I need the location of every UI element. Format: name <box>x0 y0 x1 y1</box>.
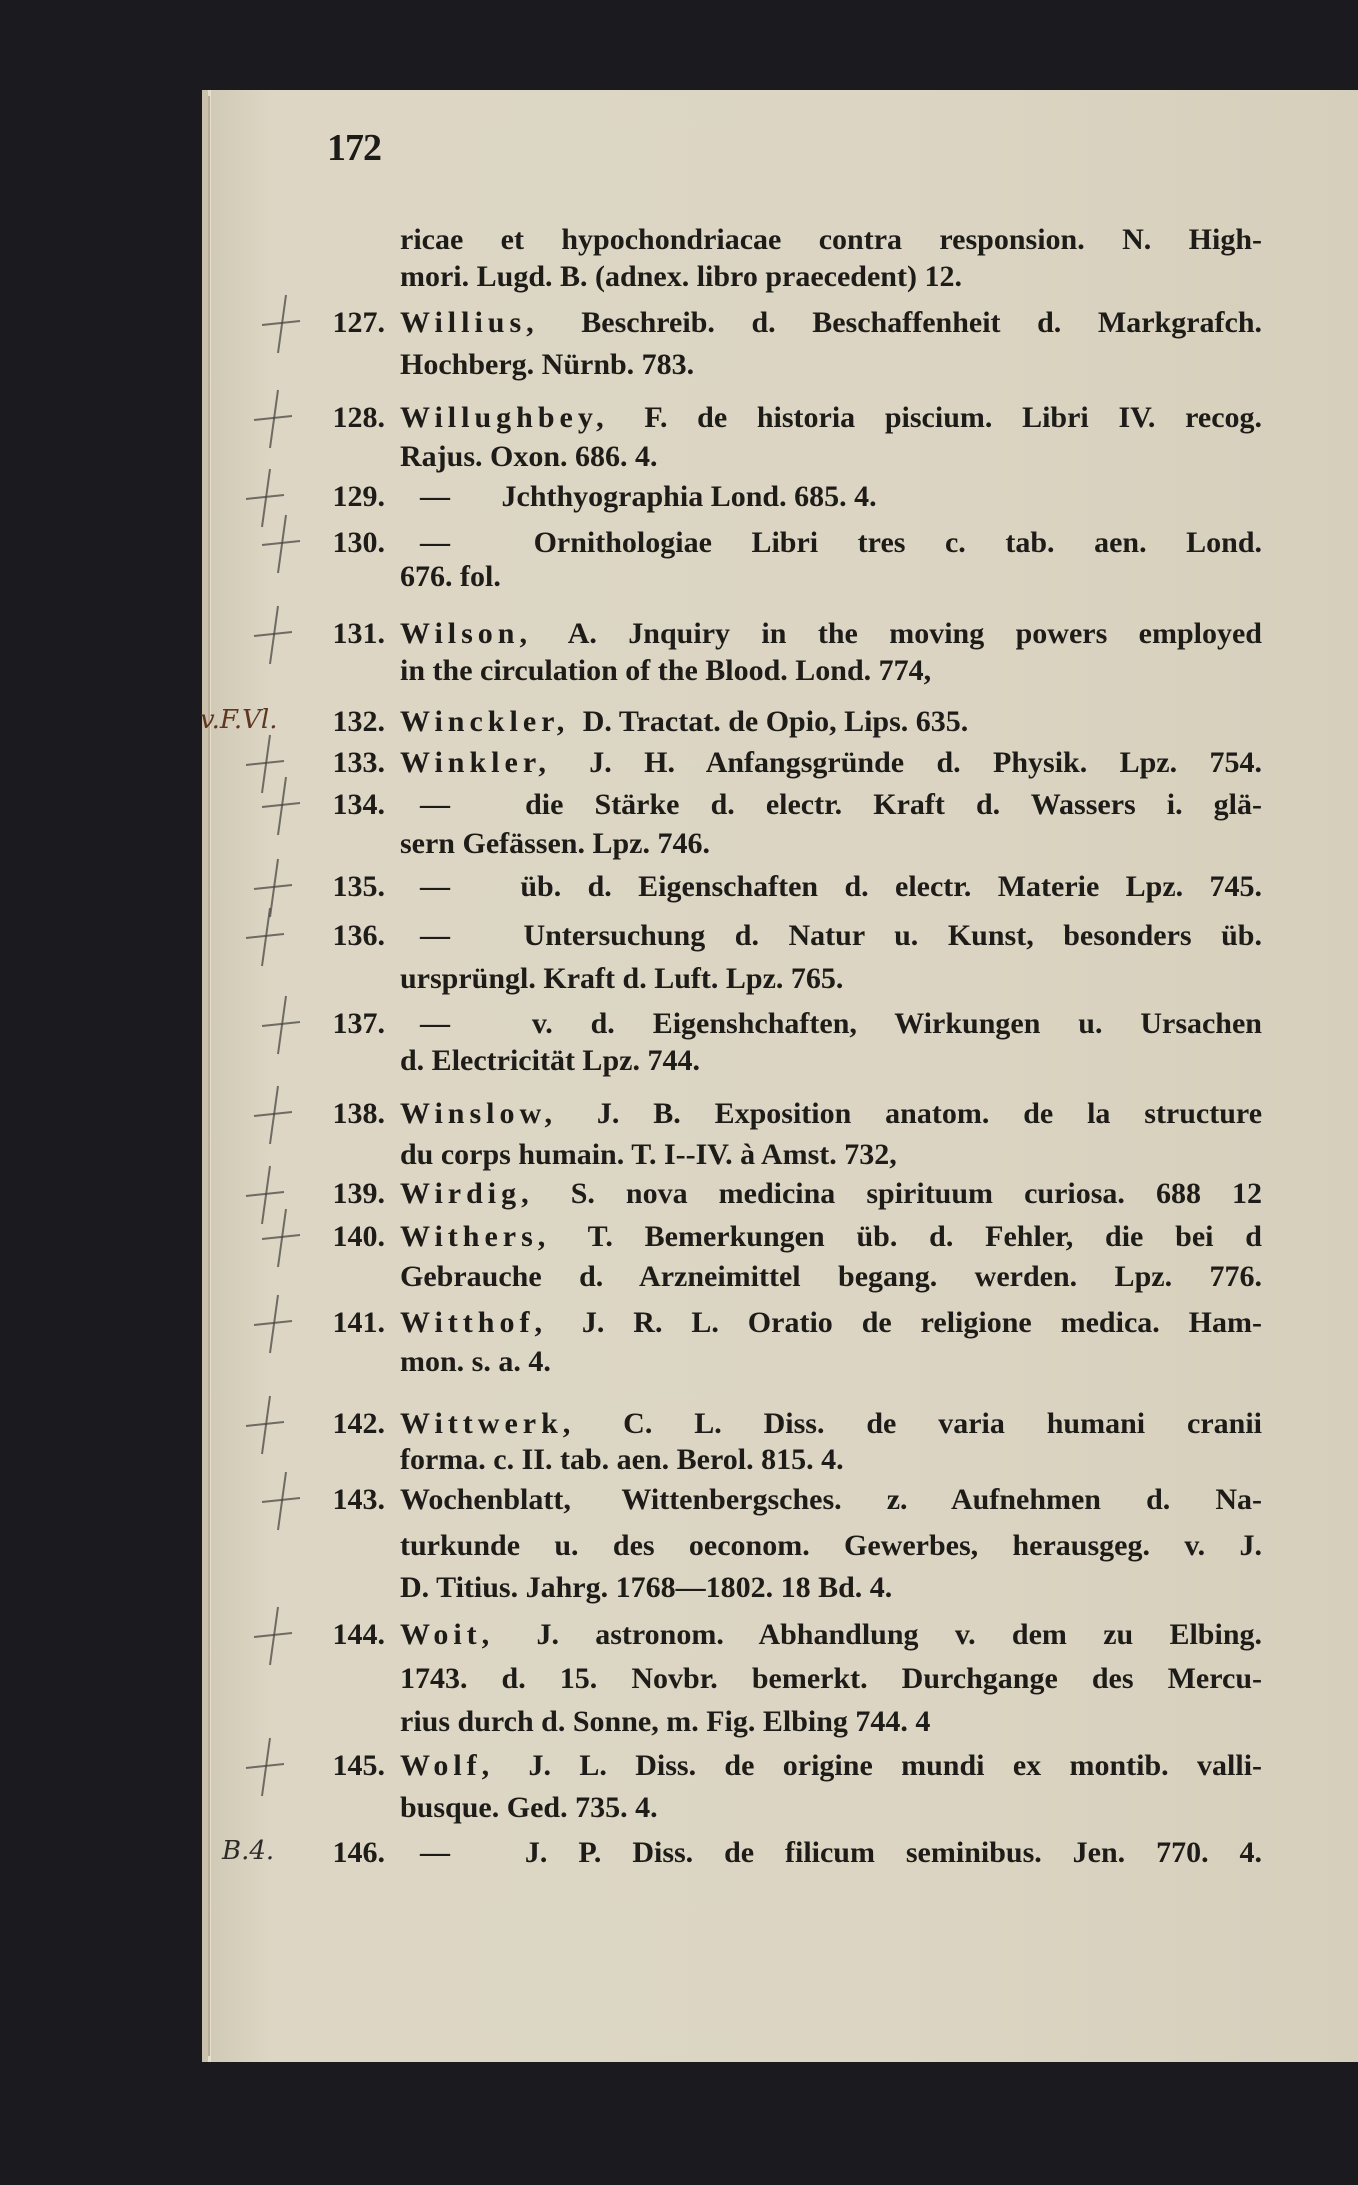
author-name: Woit, <box>400 1618 495 1651</box>
entry-number: 139. <box>332 1177 385 1210</box>
author-name: Wilson, <box>400 617 532 650</box>
ditto-dash: — <box>420 1007 450 1040</box>
entry-text: J. H. Anfangsgründe d. Physik. Lpz. 754. <box>589 746 1263 779</box>
entry-text: busque. Ged. 735. 4. <box>400 1791 658 1824</box>
author-name: Winslow, <box>400 1097 557 1130</box>
entry-text: S. nova medicina spirituum curiosa. 688 12 <box>570 1177 1262 1210</box>
entry-text: Rajus. Oxon. 686. 4. <box>400 440 658 473</box>
handwritten-annotation-132: v.F.Vl. <box>200 705 278 735</box>
entry-text: Hochberg. Nürnb. 783. <box>400 348 695 381</box>
entry-text: ricae et hypochondriacae contra responsion. N. High- <box>400 223 1262 256</box>
entry-text: in the circulation of the Blood. Lond. 774, <box>400 654 932 687</box>
entry-number: 135. <box>332 870 385 903</box>
entry-number: 145. <box>332 1749 385 1782</box>
author-name: Wolf, <box>400 1749 495 1782</box>
entry-text: 1743. d. 15. Novbr. bemerkt. Durchgange des Mercu- <box>400 1662 1262 1695</box>
entry-text: forma. c. II. tab. aen. Berol. 815. 4. <box>400 1443 844 1476</box>
author-name: Wirdig, <box>400 1177 534 1210</box>
entry-text: v. d. Eigenshchaften, Wirkungen u. Ursachen <box>531 1007 1262 1040</box>
entry-number: 137. <box>332 1007 385 1040</box>
entry-number: 141. <box>332 1306 385 1339</box>
entry-text: D. Tractat. de Opio, Lips. 635. <box>582 705 969 738</box>
page-number: 172 <box>327 127 381 169</box>
entry-number: 133. <box>332 746 385 779</box>
entry-text: Beschreib. d. Beschaffenheit d. Markgrafch. <box>581 306 1263 339</box>
entry-text: Wittenbergsches. z. Aufnehmen d. Na- <box>621 1483 1262 1516</box>
author-name: Winckler, <box>400 705 570 738</box>
entry-text: mon. s. a. 4. <box>400 1345 551 1378</box>
entry-number: 144. <box>332 1618 385 1651</box>
entry-text: üb. d. Eigenschaften d. electr. Materie Lpz. 745. <box>520 870 1263 903</box>
entry-text: turkunde u. des oeconom. Gewerbes, herausgeg. v. J. <box>400 1529 1262 1562</box>
entry-text: C. L. Diss. de varia humani cranii <box>623 1407 1262 1440</box>
entry-text: J. R. L. Oratio de religione medica. Ham- <box>581 1306 1263 1339</box>
ditto-dash: — <box>420 788 450 821</box>
ditto-dash: — <box>420 480 450 513</box>
entry-text: sern Gefässen. Lpz. 746. <box>400 827 710 860</box>
author-name: Wittwerk, <box>400 1407 576 1440</box>
entry-text: Untersuchung d. Natur u. Kunst, besonders üb. <box>523 919 1262 952</box>
entry-text: J. astronom. Abhandlung v. dem zu Elbing. <box>536 1618 1263 1651</box>
entry-text: Ornithologiae Libri tres c. tab. aen. Lond. <box>533 526 1263 559</box>
entry-number: 134. <box>332 788 385 821</box>
ditto-dash: — <box>420 526 450 559</box>
entry-number: 131. <box>332 617 385 650</box>
entry-text: J. B. Exposition anatom. de la structure <box>596 1097 1263 1130</box>
entry-text: Jchthyographia Lond. 685. 4. <box>501 480 877 513</box>
entry-text: 676. fol. <box>400 560 501 593</box>
entry-number: 130. <box>332 526 385 559</box>
ditto-dash: — <box>420 870 450 903</box>
entry-number: 136. <box>332 919 385 952</box>
entry-number: 138. <box>332 1097 385 1130</box>
entry-number: 140. <box>332 1220 385 1253</box>
entry-text: die Stärke d. electr. Kraft d. Wassers i. glä- <box>525 788 1263 821</box>
author-name: Willughbey, <box>400 401 609 434</box>
entry-text: rius durch d. Sonne, m. Fig. Elbing 744. 4 <box>400 1705 931 1738</box>
entry-text: ursprüngl. Kraft d. Luft. Lpz. 765. <box>400 962 844 995</box>
entry-text: mori. Lugd. B. (adnex. libro praecedent) 12. <box>400 260 962 293</box>
entry-number: 129. <box>332 480 385 513</box>
entry-text: Gebrauche d. Arzneimittel begang. werden. Lpz. 776. <box>400 1260 1262 1293</box>
author-name: Withers, <box>400 1220 551 1253</box>
entry-text: du corps humain. T. I--IV. à Amst. 732, <box>400 1138 897 1171</box>
author-name: Wochenblatt, <box>400 1483 571 1516</box>
entry-text: J. P. Diss. de filicum seminibus. Jen. 770. 4. <box>524 1836 1262 1869</box>
entry-number: 142. <box>332 1407 385 1440</box>
author-name: Winkler, <box>400 746 551 779</box>
entry-number: 127. <box>332 306 385 339</box>
entry-text: J. L. Diss. de origine mundi ex montib. valli- <box>528 1749 1263 1782</box>
entry-text: d. Electricität Lpz. 744. <box>400 1044 700 1077</box>
entry-number: 143. <box>332 1483 385 1516</box>
entry-number: 132. <box>332 705 385 738</box>
author-name: Willius, <box>400 306 539 339</box>
ditto-dash: — <box>420 1836 450 1869</box>
entry-text: A. Jnquiry in the moving powers employed <box>567 617 1262 650</box>
entry-number: 128. <box>332 401 385 434</box>
ditto-dash: — <box>420 919 450 952</box>
author-name: Witthof, <box>400 1306 547 1339</box>
entry-number: 146. <box>332 1836 385 1869</box>
entry-text: T. Bemerkungen üb. d. Fehler, die bei d <box>587 1220 1262 1253</box>
handwritten-annotation-146: B.4. <box>222 1836 275 1866</box>
entry-text: F. de historia piscium. Libri IV. recog. <box>644 401 1263 434</box>
entry-text: D. Titius. Jahrg. 1768—1802. 18 Bd. 4. <box>400 1571 893 1604</box>
